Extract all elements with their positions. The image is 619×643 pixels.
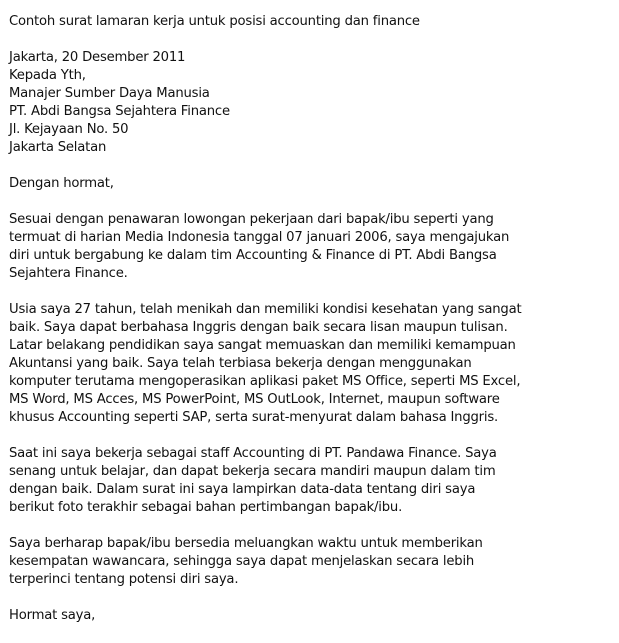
letter-body bbox=[9, 211, 614, 589]
paragraph-line: MS Word, MS Acces, MS PowerPoint, MS OutLook, Internet, maupun software bbox=[9, 392, 500, 407]
header-line: Jakarta, 20 Desember 2011 bbox=[9, 50, 186, 65]
paragraph-line: Sejahtera Finance. bbox=[9, 266, 128, 281]
paragraph-line: Sesuai dengan penawaran lowongan pekerjaan dari bapak/ibu seperti yang bbox=[9, 212, 494, 227]
paragraph-line: termuat di harian Media Indonesia tanggal 07 januari 2006, saya mengajukan bbox=[9, 230, 510, 245]
paragraph-line: Latar belakang pendidikan saya sangat memuaskan dan memiliki kemampuan bbox=[9, 338, 516, 353]
paragraph-line: kesempatan wawancara, sehingga saya dapat menjelaskan secara lebih bbox=[9, 554, 475, 569]
header-line: Manajer Sumber Daya Manusia bbox=[9, 86, 210, 101]
paragraph-line: Akuntansi yang baik. Saya telah terbiasa bekerja dengan menggunakan bbox=[9, 356, 472, 371]
paragraph-line: Saat ini saya bekerja sebagai staff Accounting di PT. Pandawa Finance. Saya bbox=[9, 446, 497, 461]
header-line: Jl. Kejayaan No. 50 bbox=[9, 122, 129, 137]
paragraph bbox=[9, 301, 614, 427]
paragraph bbox=[9, 535, 614, 589]
paragraph-line: dengan baik. Dalam surat ini saya lampirkan data-data tentang diri saya bbox=[9, 482, 476, 497]
letter-document bbox=[9, 13, 614, 643]
paragraph bbox=[9, 211, 614, 283]
letter-header bbox=[9, 49, 614, 157]
closing: Hormat saya, bbox=[9, 608, 96, 623]
paragraph-line: khusus Accounting seperti SAP, serta surat-menyurat dalam bahasa Inggris. bbox=[9, 410, 499, 425]
paragraph-line: diri untuk bergabung ke dalam tim Accounting & Finance di PT. Abdi Bangsa bbox=[9, 248, 497, 263]
header-line: PT. Abdi Bangsa Sejahtera Finance bbox=[9, 104, 230, 119]
paragraph-line: komputer terutama mengoperasikan aplikasi paket MS Office, seperti MS Excel, bbox=[9, 374, 521, 389]
paragraph-line: senang untuk belajar, dan dapat bekerja secara mandiri maupun dalam tim bbox=[9, 464, 496, 479]
header-line: Jakarta Selatan bbox=[9, 140, 107, 155]
document-title: Contoh surat lamaran kerja untuk posisi accounting dan finance bbox=[9, 14, 420, 29]
header-line: Kepada Yth, bbox=[9, 68, 86, 83]
paragraph-line: berikut foto terakhir sebagai bahan pertimbangan bapak/ibu. bbox=[9, 500, 403, 515]
paragraph bbox=[9, 445, 614, 517]
paragraph-line: baik. Saya dapat berbahasa Inggris dengan baik secara lisan maupun tulisan. bbox=[9, 320, 508, 335]
paragraph-line: terperinci tentang potensi diri saya. bbox=[9, 572, 239, 587]
paragraph-line: Usia saya 27 tahun, telah menikah dan memiliki kondisi kesehatan yang sangat bbox=[9, 302, 522, 317]
greeting: Dengan hormat, bbox=[9, 176, 114, 191]
paragraph-line: Saya berharap bapak/ibu bersedia meluangkan waktu untuk memberikan bbox=[9, 536, 483, 551]
